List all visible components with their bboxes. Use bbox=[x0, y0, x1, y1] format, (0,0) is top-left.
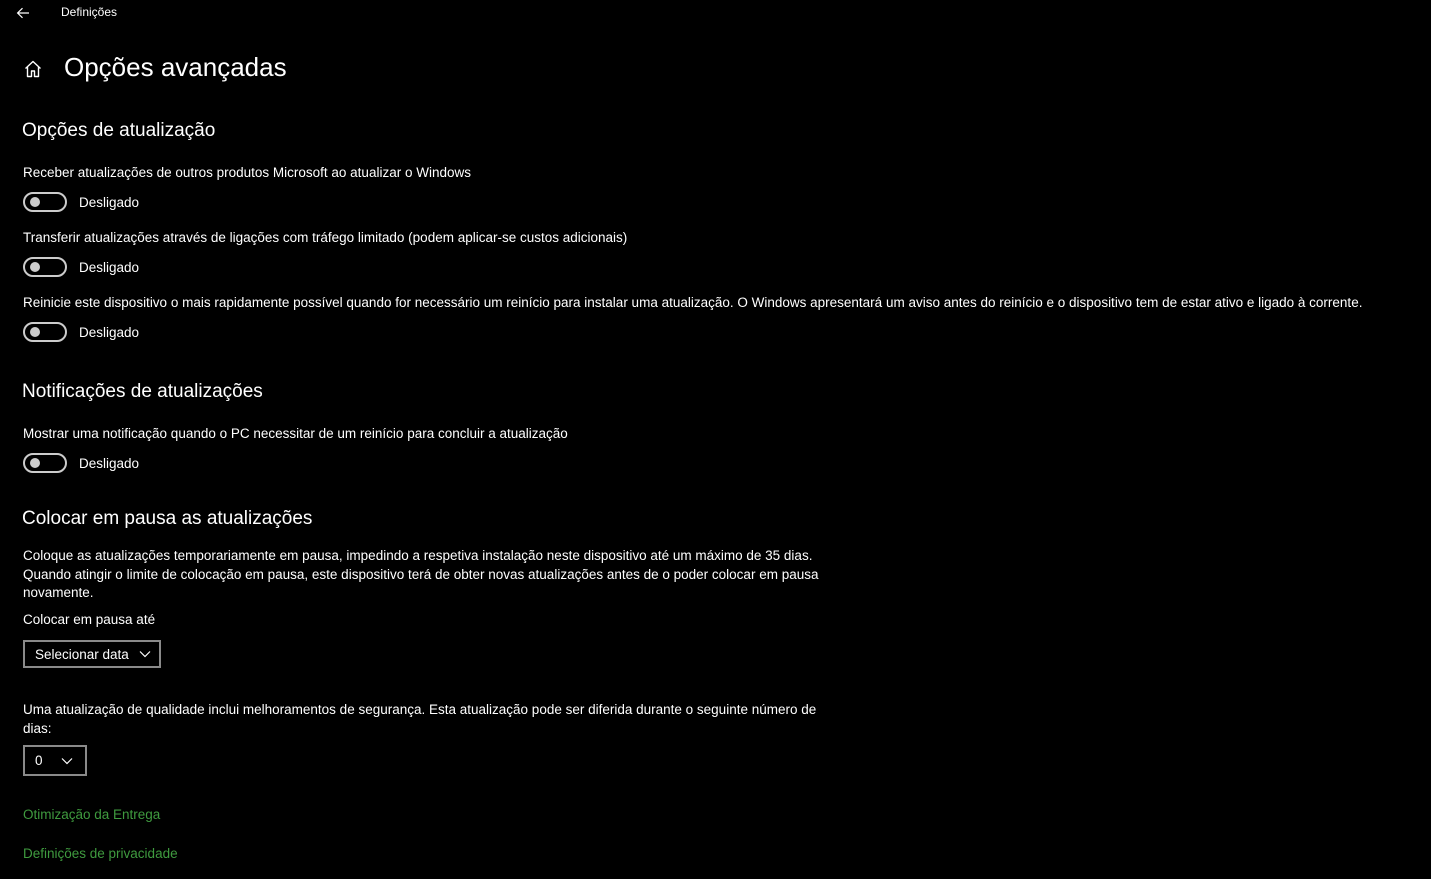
chevron-down-icon bbox=[61, 757, 73, 765]
quality-days-value: 0 bbox=[35, 753, 43, 768]
toggle-state-label: Desligado bbox=[79, 259, 140, 275]
back-button[interactable] bbox=[10, 2, 36, 24]
toggle-knob bbox=[30, 262, 40, 272]
home-icon bbox=[23, 59, 43, 79]
update-notifications-heading: Notificações de atualizações bbox=[22, 381, 263, 402]
toggle-knob bbox=[30, 197, 40, 207]
restart-notification-toggle[interactable] bbox=[23, 453, 67, 473]
receive-other-products-row bbox=[23, 191, 139, 213]
page-title: Opções avançadas bbox=[64, 52, 287, 82]
app-title: Definições bbox=[61, 5, 118, 19]
back-arrow-icon bbox=[16, 7, 30, 19]
receive-other-products-label: Receber atualizações de outros produtos Microsoft ao atualizar o Windows bbox=[23, 165, 471, 180]
restart-notification-row bbox=[23, 452, 139, 474]
pause-updates-description: Coloque as atualizações temporariamente em pausa, impedindo a respetiva instalação neste dispositivo até um máximo de 35 dias. Quando atingir o limite de colocação em pausa, este dispositivo terá de obter novas atualizações antes de o poder colocar em pausa novamente. bbox=[23, 548, 819, 600]
pause-updates-heading: Colocar em pausa as atualizações bbox=[22, 508, 313, 529]
restart-asap-toggle[interactable] bbox=[23, 322, 67, 342]
receive-other-products-toggle[interactable] bbox=[23, 192, 67, 212]
toggle-knob bbox=[30, 458, 40, 468]
quality-update-description: Uma atualização de qualidade inclui melhoramentos de segurança. Esta atualização pode ser diferida durante o seguinte número de dias: bbox=[23, 702, 817, 736]
pause-until-value: Selecionar data bbox=[35, 646, 129, 662]
metered-download-row bbox=[23, 256, 139, 278]
quality-days-dropdown[interactable] bbox=[23, 745, 87, 776]
toggle-knob bbox=[30, 327, 40, 337]
metered-download-label: Transferir atualizações através de ligações com tráfego limitado (podem aplicar-se custos adicionais) bbox=[23, 230, 628, 245]
title-bar bbox=[0, 0, 1431, 26]
pause-until-label: Colocar em pausa até bbox=[23, 612, 156, 627]
privacy-settings-link[interactable]: Definições de privacidade bbox=[23, 846, 178, 861]
chevron-down-icon bbox=[139, 650, 151, 658]
update-options-heading: Opções de atualização bbox=[22, 120, 216, 141]
delivery-optimization-link[interactable]: Otimização da Entrega bbox=[23, 807, 161, 822]
pause-until-dropdown[interactable] bbox=[23, 640, 161, 668]
home-button[interactable] bbox=[21, 57, 45, 81]
restart-asap-label: Reinicie este dispositivo o mais rapidamente possível quando for necessário um reinício para instalar uma atualização. O Windows apresentará um aviso antes do reinício e o dispositivo tem de estar ativo e ligado à corrente. bbox=[23, 295, 1363, 310]
restart-notification-label: Mostrar uma notificação quando o PC necessitar de um reinício para concluir a atualização bbox=[23, 426, 568, 441]
metered-download-toggle[interactable] bbox=[23, 257, 67, 277]
toggle-state-label: Desligado bbox=[79, 324, 140, 340]
restart-asap-row bbox=[23, 321, 139, 343]
toggle-state-label: Desligado bbox=[79, 194, 140, 210]
toggle-state-label: Desligado bbox=[79, 455, 140, 471]
